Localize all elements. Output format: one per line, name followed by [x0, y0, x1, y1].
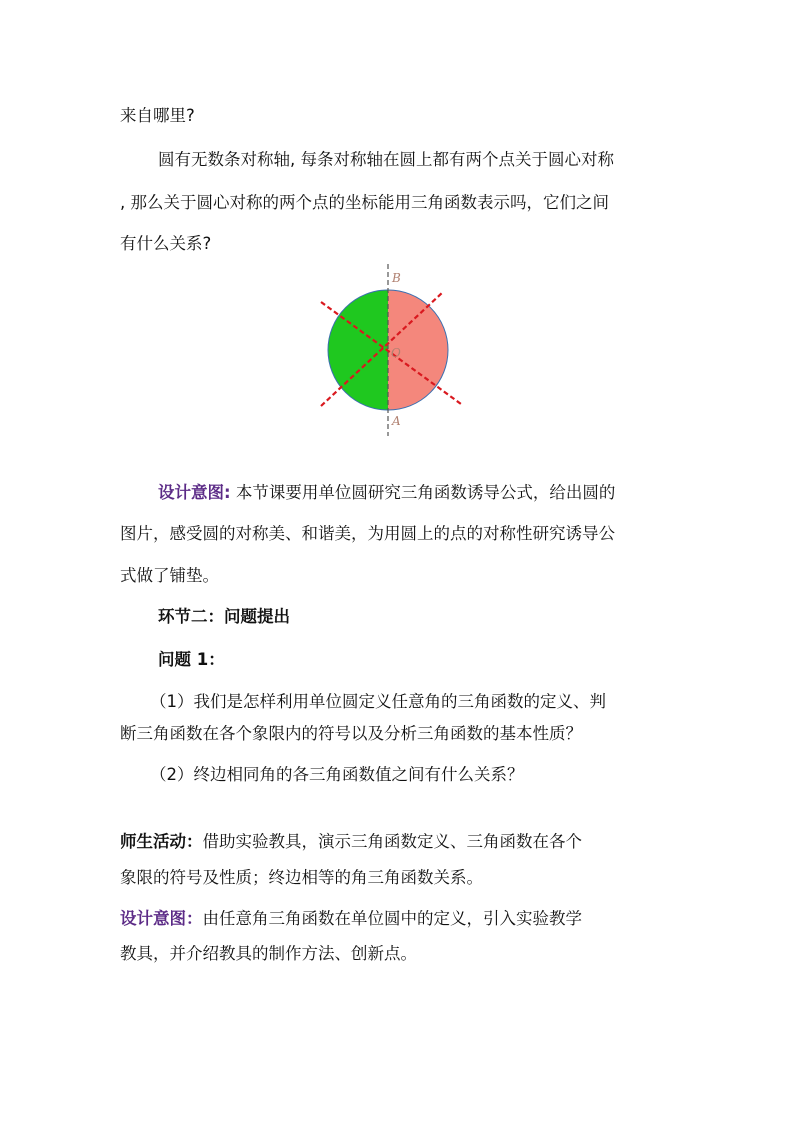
circle-symmetry-figure: [318, 262, 466, 438]
design-intent-2-line-2: 教具，并介绍教具的制作方法、创新点。: [120, 944, 417, 963]
question-1-item-2: （2）终边相同角的各三角函数值之间有什么关系？: [150, 765, 524, 784]
label-o: O: [391, 346, 401, 360]
label-a: A: [392, 414, 401, 428]
activity-text: 借助实验教具，演示三角函数定义、三角函数在各个: [202, 832, 582, 851]
design-intent-1: [158, 481, 615, 505]
question-1-item-1: （1）我们是怎样利用单位圆定义任意角的三角函数的定义、判: [150, 692, 606, 711]
design-intent-2-text: 由任意角三角函数在单位圆中的定义，引入实验教学: [202, 909, 582, 928]
section-heading: 环节二：问题提出: [158, 607, 290, 626]
design-intent-1-line-2: 图片，感受圆的对称美、和谐美，为用圆上的点的对称性研究诱导公: [120, 524, 615, 543]
text-line-3: , 那么关于圆心对称的两个点的坐标能用三角函数表示吗，它们之间: [120, 193, 609, 212]
activity-label: 师生活动：: [120, 832, 203, 851]
text-line-4: 有什么关系?: [120, 234, 212, 253]
circle-left-half: [328, 290, 388, 410]
design-intent-1-line-3: 式做了铺垫。: [120, 566, 219, 585]
label-b: B: [392, 271, 401, 285]
text-line-1: 来自哪里?: [120, 106, 195, 125]
text-line-2: 圆有无数条对称轴, 每条对称轴在圆上都有两个点关于圆心对称: [158, 150, 614, 169]
question-1-item-1-cont: 断三角函数在各个象限内的符号以及分析三角函数的基本性质？: [120, 724, 582, 743]
design-intent-2: [120, 907, 582, 931]
design-intent-text: 本节课要用单位圆研究三角函数诱导公式，给出圆的: [230, 483, 616, 502]
activity-line-1: [120, 830, 582, 854]
question-1-title: 问题 1：: [158, 650, 225, 669]
design-intent-2-label: 设计意图：: [120, 909, 203, 928]
design-intent-label: 设计意图:: [158, 483, 231, 502]
activity-line-2: 象限的符号及性质；终边相等的角三角函数关系。: [120, 868, 483, 887]
